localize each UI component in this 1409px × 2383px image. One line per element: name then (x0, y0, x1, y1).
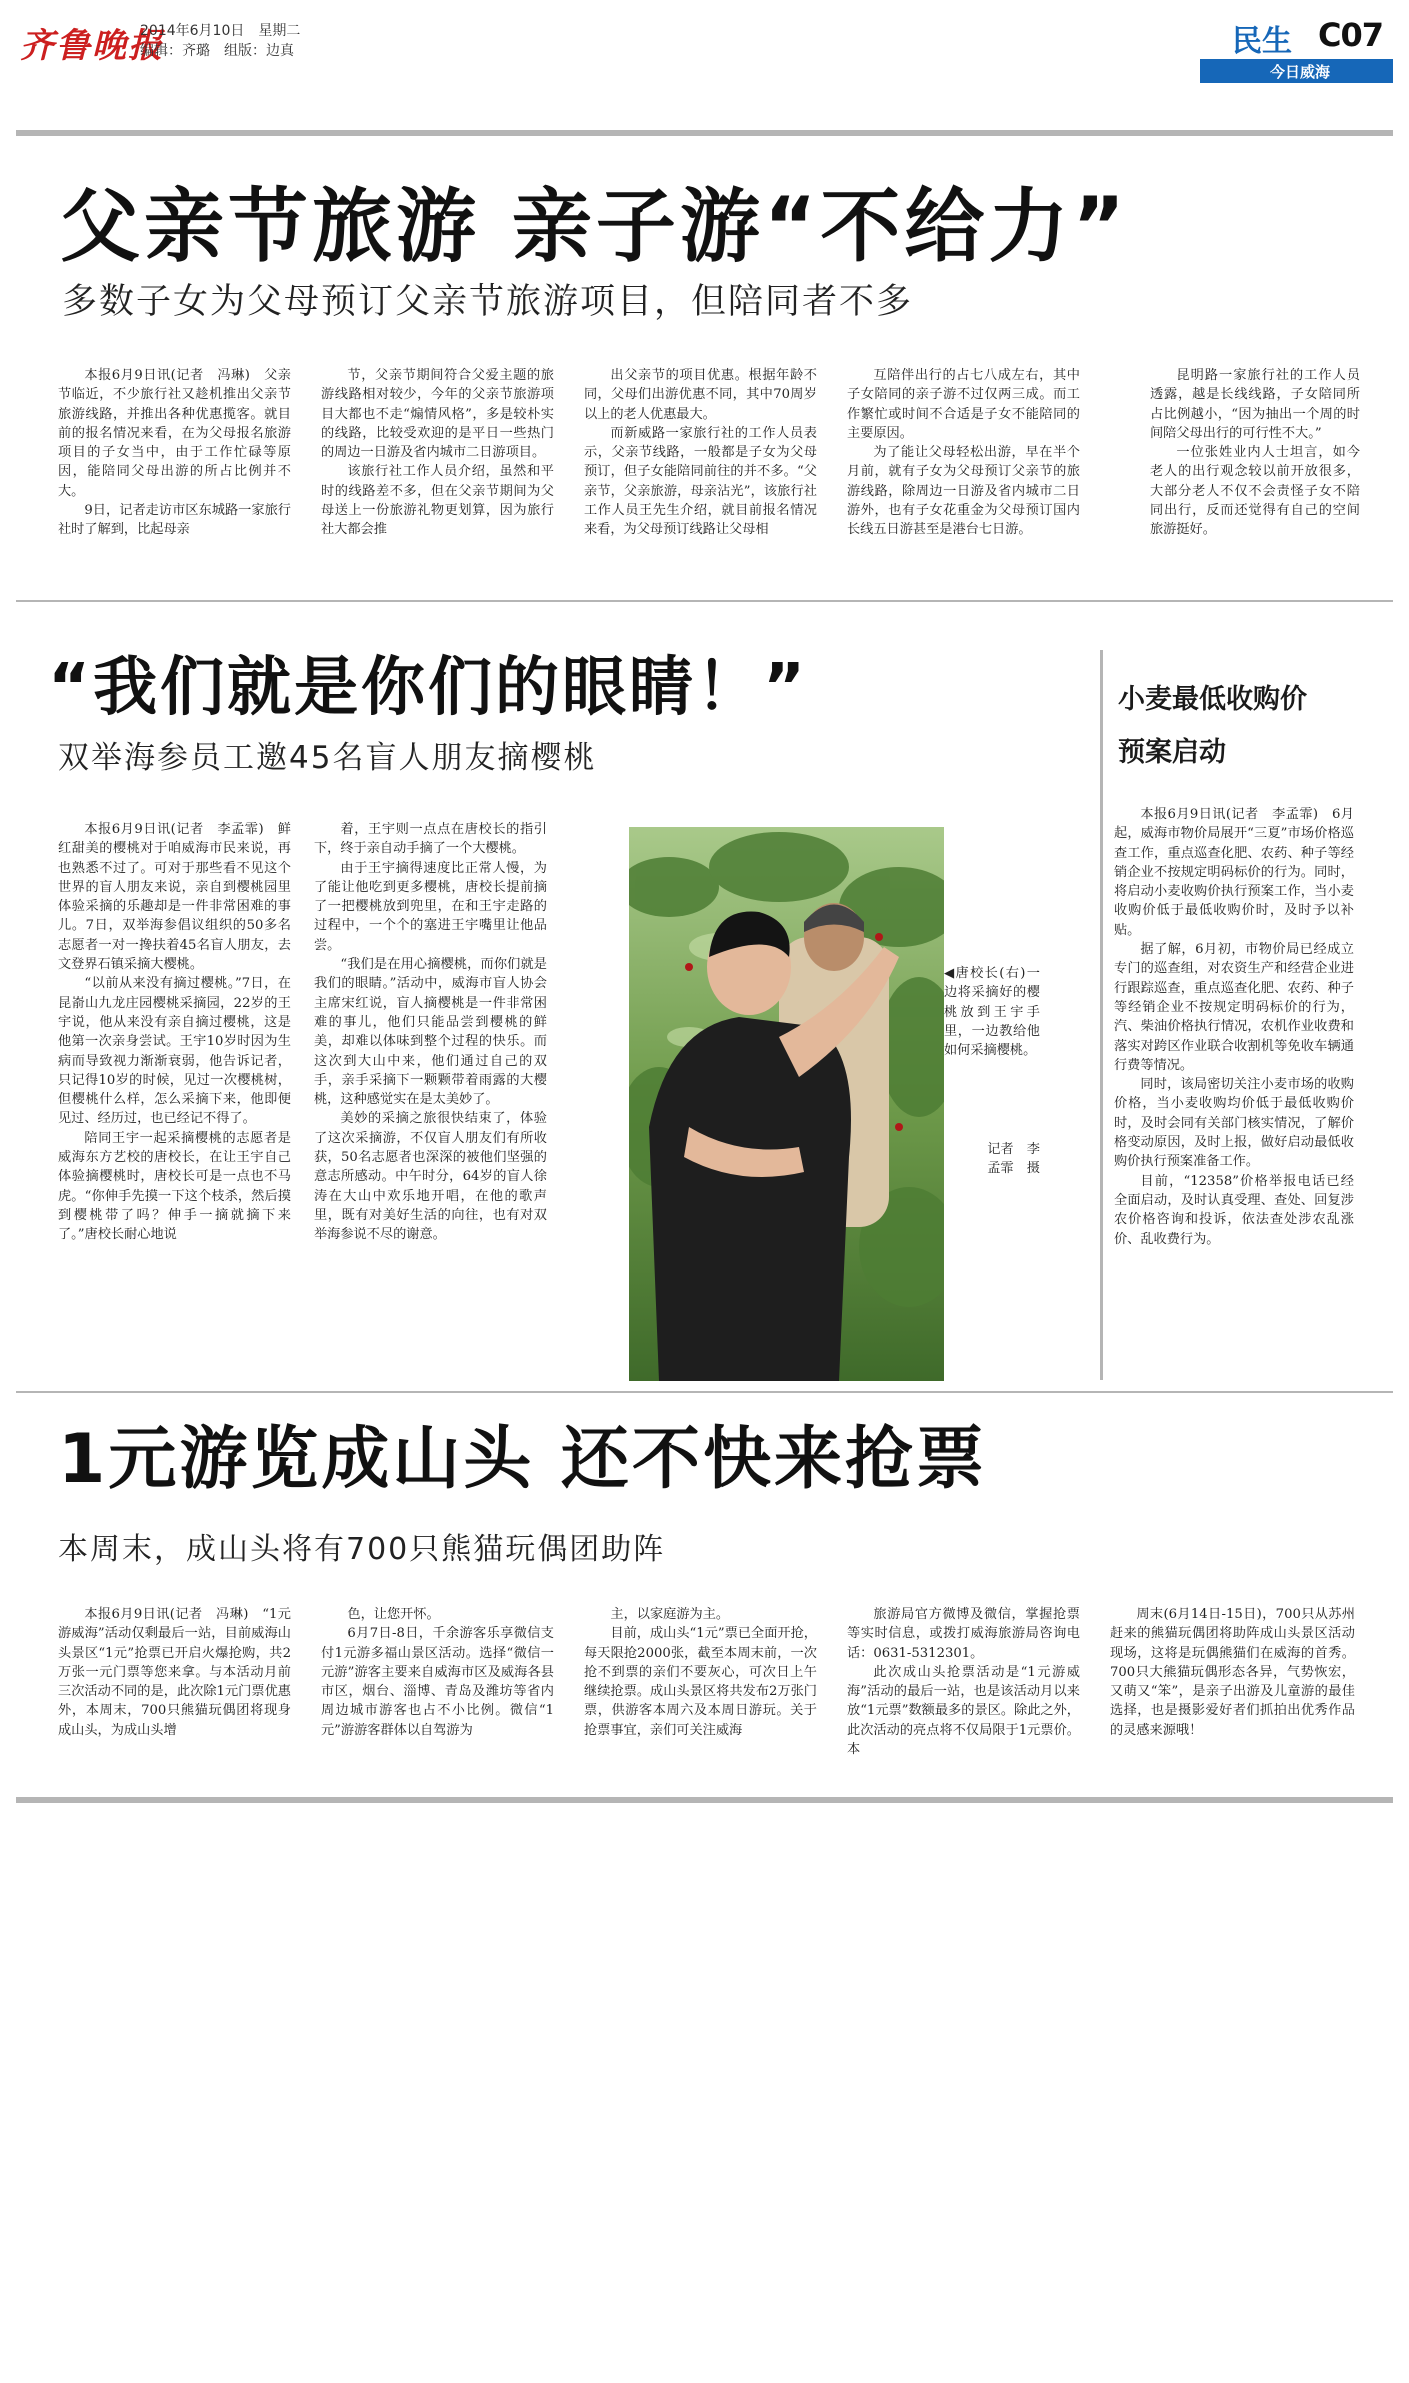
editor-credits: 编辑：齐璐 组版：边真 (140, 43, 294, 59)
sidebar-border (1100, 650, 1103, 1380)
divider-article2 (16, 1391, 1393, 1393)
sidebar-wheat-body: 本报6月9日讯(记者 李孟霏) 6月起，威海市物价局展开“三夏”市场价格巡查工作，重点巡查化肥、农药、种子等经销企业不按规定明码标价的行为。同时，将启动小麦收购价执行预案工作，当小麦收购价低于最低收购价时，及时予以补贴。 据了解，6月初，市物价局已经成立专门的巡查组，对农资生产和经营企业进行跟踪巡查，重点巡查化肥、农药、种子等经销企业不按规定明码标价的行为，汽、柴油价格执行情况，农机作业收费和落实对跨区作业联合收割机等免收车辆通行费等情况。 同时，该局密切关注小麦市场的收购价格，当小麦收购均价低于最低收购价时，及时会同有关部门核实情况，了解价格变动原因，及时上报，做好启动最低收购价执行预案准备工作。 目前，“12358”价格举报电话已经全面启动，及时认真受理、查处、回复涉农价格咨询和投诉，依法查处涉农乱涨价、乱收费行为。 (1114, 807, 1354, 1247)
article1-column-2: 节，父亲节期间符合父爱主题的旅游线路相对较少，今年的父亲节旅游项目大都也不走“煽情风格”，多是较朴实的线路，比较受欢迎的是平日一些热门的周边一日游及省内城市二日游项目。 该旅行社工作人员介绍，虽然和平时的线路差不多，但在父亲节期间为父母送上一份旅游礼物更划算，因为旅行社大都会推 (321, 368, 554, 538)
region-label: 今日威海 (1270, 63, 1331, 81)
article4-column-3: 主，以家庭游为主。 目前，成山头“1元”票已全面开抢，每天限抢2000张，截至本周末前，一次抢不到票的亲们不要灰心，可次日上午继续抢票。成山头景区将共发布2万张门票，供游客本周六及本周日游玩。关于抢票事宜，亲们可关注威海 (584, 1607, 817, 1738)
masthead (0, 0, 1409, 135)
sidebar-headline-line-1: 小麦最低收购价 (1118, 684, 1307, 715)
headline-fathers-day: 父亲节旅游 亲子游“不给力” (60, 180, 1130, 273)
article1-column-3: 出父亲节的项目优惠。根据年龄不同，父母们出游优惠不同，其中70周岁以上的老人优惠最大。 而新威路一家旅行社的工作人员表示，父亲节线路，一般都是子女为父母预订，但子女能陪同前往的并不多。“父亲节，父亲旅游，母亲沾光”，该旅行社工作人员王先生介绍，就目前报名情况来看，为父母预订线路让父母相 (584, 368, 817, 538)
issue-date: 2014年6月10日 星期二 (140, 23, 301, 39)
subheadline-cherry-picking: 双举海参员工邀45名盲人朋友摘樱桃 (58, 740, 597, 776)
sidebar-headline-line-2: 预案启动 (1118, 737, 1226, 768)
article1-column-1: 本报6月9日讯(记者 冯琳) 父亲节临近，不少旅行社又趁机推出父亲节旅游线路，并推出各种优惠揽客。就目前的报名情况来看，在为父母报名旅游项目的子女当中，由于工作忙碌等原因，能陪同父母出游的所占比例并不大。 9日，记者走访市区东城路一家旅行社时了解到，比起母亲 (58, 368, 291, 538)
article1-column-5: 昆明路一家旅行社的工作人员透露，越是长线线路，子女陪同所占比例越小，“因为抽出一个周的时间陪父母出行的可行性不大。” 一位张姓业内人士坦言，如今老人的出行观念较以前开放很多，大部分老人不仅不会责怪子女不陪同出行，反而还觉得有自己的空间旅游挺好。 (1150, 368, 1360, 538)
headline-chengshantou: 1元游览成山头 还不快来抢票 (58, 1420, 987, 1499)
article4-column-4: 旅游局官方微博及微信，掌握抢票等实时信息，或拨打威海旅游局咨询电话：0631-5312301。 此次成山头抢票活动是“1元游威海”活动的最后一站，也是该活动月以来放“1元票”数额最多的景区。除此之外，此次活动的亮点将不仅局限于1元票价。本 (847, 1607, 1080, 1758)
photo-caption: ◀唐校长(右)一边将采摘好的樱桃放到王宇手里，一边教给他如何采摘樱桃。 (944, 966, 1040, 1059)
photo-illustration (629, 827, 944, 1381)
article2-column-2: 着，王宇则一点点在唐校长的指引下，终于亲自动手摘了一个大樱桃。 由于王宇摘得速度比正常人慢，为了能让他吃到更多樱桃，唐校长提前摘了一把樱桃放到兜里，在和王宇走路的过程中，一个个的塞进王宇嘴里让他品尝。 “我们是在用心摘樱桃，而你们就是我们的眼睛。”活动中，威海市盲人协会主席宋红说，盲人摘樱桃是一件非常困难的事儿，他们只能品尝到樱桃的鲜美，却难以体味到整个过程的快乐。而这次到大山中来，他们通过自己的双手，亲手采摘下一颗颗带着雨露的大樱桃，这种感觉实在是太美妙了。 美妙的采摘之旅很快结束了，体验了这次采摘游，不仅盲人朋友们有所收获，50名志愿者也深深的被他们坚强的意志所感动。中午时分，64岁的盲人徐涛在大山中欢乐地开唱，在他的歌声里，既有对美好生活的向往，也有对双举海参说不尽的谢意。 (314, 822, 547, 1243)
newspaper-logo: 齐鲁晚报 (20, 26, 164, 66)
section-name: 民生 (1232, 24, 1292, 59)
article4-column-2: 色，让您开怀。 6月7日-8日，千余游客乐享微信支付1元游多福山景区活动。选择“微信一元游”游客主要来自威海市区及威海各县市区，烟台、淄博、青岛及潍坊等省内周边城市游客也占不小比例。微信“1元”游游客群体以自驾游为 (321, 1607, 554, 1738)
photo-credit: 记者 李孟霏 摄 (987, 1142, 1040, 1177)
article4-column-5: 周末(6月14日-15日)，700只从苏州赶来的熊猫玩偶团将助阵成山头景区活动现场，这将是玩偶熊猫们在威海的首秀。700只大熊猫玩偶形态各异，气势恢宏，又萌又“笨”，是亲子出游及儿童游的最佳选择，也是摄影爱好者们抓拍出优秀作品的灵感来源哦！ (1110, 1607, 1355, 1738)
subheadline-chengshantou: 本周末，成山头将有700只熊猫玩偶团助阵 (58, 1532, 666, 1567)
cherry-orchard-photo (629, 827, 944, 1381)
article4-column-1: 本报6月9日讯(记者 冯琳) “1元游威海”活动仅剩最后一站，目前威海山头景区“1元”抢票已开启火爆抢购，共2万张一元门票等您来拿。与本活动月前三次活动不同的是，此次除1元门票优惠外，本周末，700只熊猫玩偶团将现身成山头，为成山头增 (58, 1607, 291, 1738)
headline-cherry-picking: “我们就是你们的眼睛！” (48, 651, 809, 725)
subheadline-fathers-day: 多数子女为父母预订父亲节旅游项目，但陪同者不多 (62, 282, 914, 322)
article2-column-1: 本报6月9日讯(记者 李孟霏) 鲜红甜美的樱桃对于咱威海市民来说，再也熟悉不过了。可对于那些看不见这个世界的盲人朋友来说，亲自到樱桃园里体验采摘的乐趣却是一件非常困难的事儿。7日，双举海参倡议组织的50多名志愿者一对一搀扶着45名盲人朋友，去文登界石镇采摘大樱桃。 “以前从来没有摘过樱桃。”7日，在昆嵛山九龙庄园樱桃采摘园，22岁的王宇说，他从来没有亲自摘过樱桃，这是他第一次亲身尝试。王宇10岁时因为生病而导致视力渐渐衰弱，他告诉记者，只记得10岁的时候，见过一次樱桃树，但樱桃什么样，怎么采摘下来，他即便见过、经历过，也已经记不得了。 陪同王宇一起采摘樱桃的志愿者是威海东方艺校的唐校长，在让王宇自己体验摘樱桃时，唐校长可是一点也不马虎。“你伸手先摸一下这个枝杀，然后摸到樱桃带了吗？伸手一摘就摘下来了。”唐校长耐心地说 (58, 822, 291, 1243)
page-number: C07 (1318, 16, 1384, 54)
article1-column-4: 互陪伴出行的占七八成左右，其中子女陪同的亲子游不过仅两三成。而工作繁忙或时间不合适是子女不能陪同的主要原因。 为了能让父母轻松出游，早在半个月前，就有子女为父母预订父亲节的旅游线路，除周边一日游及省内城市二日游外，也有子女花重金为父母预订国内长线五日游甚至是港台七日游。 (847, 368, 1080, 538)
divider-article1 (16, 600, 1393, 602)
footer-divider (16, 1797, 1393, 1803)
header-divider (16, 130, 1393, 136)
